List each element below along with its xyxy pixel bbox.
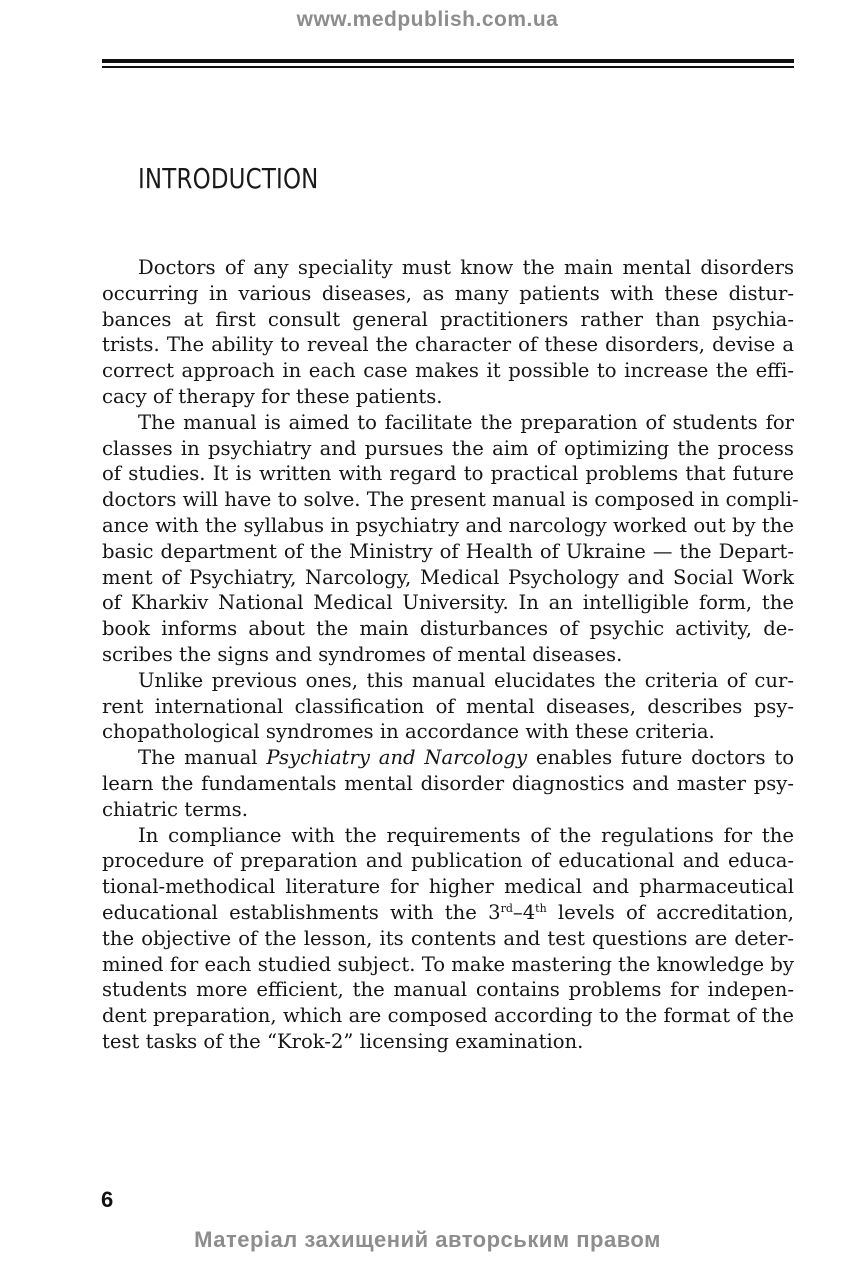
publisher-url: www.medpublish.com.ua [296, 8, 559, 31]
text-line: learn the fundamentals mental disorder diagnostics and master psy- [102, 771, 794, 795]
page-number: 6 [101, 1187, 114, 1212]
text-line: occurring in various diseases, as many patients with these distur- [102, 281, 794, 305]
text-line: students more efficient, the manual contains problems for indepen- [102, 978, 794, 1002]
text-line: ance with the syllabus in psychiatry and narcology worked out by the [102, 513, 794, 537]
text-line: classes in psychiatry and pursues the aim of optimizing the process [102, 436, 794, 460]
text-line: The manual is aimed to facilitate the preparation of students for [138, 410, 794, 434]
text-run: The manual [138, 746, 267, 770]
text-line: of Kharkiv National Medical University. In an intelligible form, the [102, 591, 794, 615]
header-rule-thick [102, 59, 794, 63]
text-line: mined for each studied subject. To make mastering the knowledge by [102, 952, 794, 976]
text-line: cacy of therapy for these patients. [102, 384, 443, 408]
text-line: scribes the signs and syndromes of mental diseases. [102, 642, 623, 666]
text-run: –4 [512, 900, 536, 924]
text-line [102, 745, 794, 771]
text-line: chopathological syndromes in accordance with these criteria. [102, 720, 715, 744]
header-rule-thin [102, 66, 794, 68]
text-line: Doctors of any speciality must know the main mental disorders [138, 256, 794, 279]
paragraph-1 [102, 255, 794, 410]
text-line: tional-methodical literature for higher medical and pharmaceutical [102, 875, 794, 899]
paragraph-2 [102, 410, 799, 668]
text-line: doctors will have to solve. The present manual is composed in compli- [102, 488, 799, 512]
book-title: Psychiatry and Narcology [266, 746, 528, 770]
text-line [102, 900, 794, 926]
copyright-notice: Матеріал захищений авторським правом [194, 1227, 661, 1252]
text-line: test tasks of the “Krok-2” licensing examination. [102, 1029, 584, 1053]
text-line: dent preparation, which are composed according to the format of the [102, 1004, 794, 1028]
text-line: chiatric terms. [102, 797, 248, 821]
text-line: book informs about the main disturbances of psychic activity, de- [102, 617, 794, 641]
paragraph-4 [102, 745, 794, 822]
text-line: procedure of preparation and publication of educational and educa- [102, 849, 794, 873]
paragraph-3 [102, 668, 794, 745]
text-line: correct approach in each case makes it possible to increase the effi- [102, 359, 794, 383]
text-run: educational establishments with the 3 [102, 900, 501, 924]
superscript: rd [500, 901, 513, 915]
text-line: basic department of the Ministry of Health of Ukraine — the Depart- [102, 539, 794, 563]
text-line: of studies. It is written with regard to practical problems that future [102, 462, 794, 486]
text-line: trists. The ability to reveal the character of these disorders, devise a [102, 333, 794, 357]
text-line: ment of Psychiatry, Narcology, Medical Psychology and Social Work [102, 565, 794, 589]
text-line: Unlike previous ones, this manual elucidates the criteria of cur- [138, 668, 794, 692]
text-run: levels of accreditation, [546, 900, 794, 924]
text-line: In compliance with the requirements of the regulations for the [138, 823, 794, 847]
section-title: INTRODUCTION [138, 162, 319, 195]
text-line: the objective of the lesson, its contents and test questions are deter- [102, 926, 794, 950]
superscript: th [535, 901, 547, 915]
body-text [102, 255, 799, 1055]
text-line: bances at first consult general practitioners rather than psychia- [102, 307, 794, 331]
text-line: rent international classification of mental diseases, describes psy- [102, 694, 794, 718]
text-run: enables future doctors to [527, 746, 794, 770]
paragraph-5 [102, 823, 794, 1055]
